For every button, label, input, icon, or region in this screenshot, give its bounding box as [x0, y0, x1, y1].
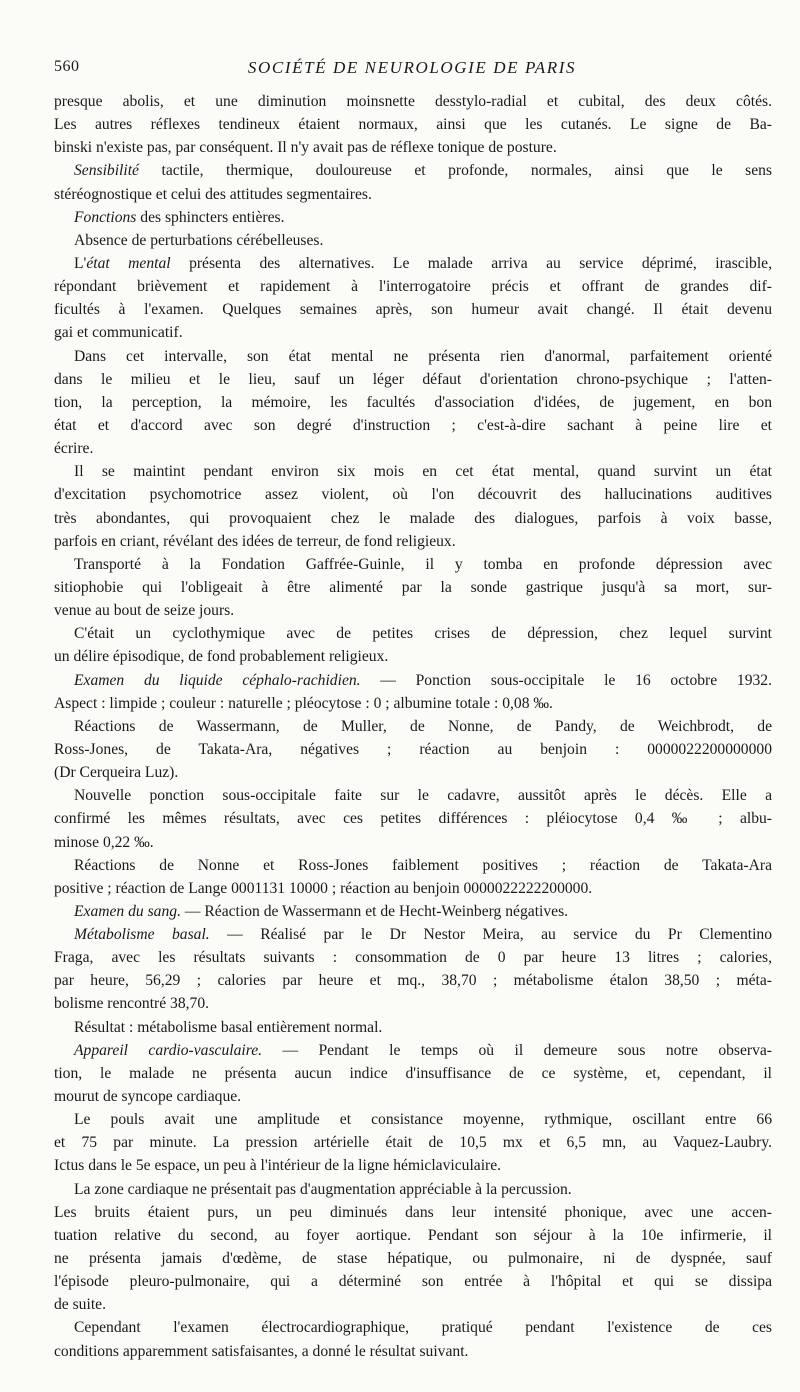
text-line: [54, 1178, 772, 1201]
text-run: répondant brièvement et rapidement à l'interrogatoire précis et offrant de grandes dif-: [54, 278, 772, 296]
text-line: [54, 183, 772, 206]
text-run: Transporté à la Fondation Gaffrée-Guinle, il y tomba en profonde dépression avec: [74, 555, 772, 573]
text-run: Ictus dans le 5e espace, un peu à l'intérieur de la ligne hémiclaviculaire.: [54, 1157, 502, 1175]
text-line: [54, 437, 772, 460]
text-line: [54, 1062, 772, 1085]
text-run: bolisme rencontré 38,70.: [54, 995, 210, 1013]
text-run: — Réalisé par le Dr Nestor Meira, au service du Pr Clementino: [209, 926, 772, 944]
text-line: [54, 622, 772, 645]
text-run: des sphincters entières.: [136, 208, 285, 226]
text-line: [54, 483, 772, 506]
text-line: [54, 530, 772, 553]
page-number: 560: [54, 58, 80, 75]
text-run: — Réaction de Wassermann et de Hecht-Weinberg négatives.: [180, 902, 569, 920]
text-line: [54, 576, 772, 599]
text-line: [54, 113, 772, 136]
text-run: très abondantes, qui provoquaient chez le malade des dialogues, parfois à voix basse,: [54, 509, 772, 527]
text-line: [54, 136, 772, 159]
italic-heading: Fonctions: [74, 208, 137, 226]
text-line: [54, 252, 772, 275]
text-run: Il se maintint pendant environ six mois en cet état mental, quand survint un état: [74, 463, 772, 481]
text-line: [54, 923, 772, 946]
text-run: tuation relative du second, au foyer aortique. Pendant son séjour à la 10e infirmerie, il: [54, 1226, 772, 1244]
text-line: [54, 414, 772, 437]
text-line: [54, 391, 772, 414]
text-run: Cependant l'examen électrocardiographique, pratiqué pendant l'existence de ces: [74, 1319, 772, 1337]
text-line: [54, 1085, 772, 1108]
text-line: [54, 1316, 772, 1339]
italic-heading: Examen du sang.: [74, 902, 181, 920]
text-line: [54, 1131, 772, 1154]
text-run: C'était un cyclothymique avec de petites crises de dépression, chez lequel survint: [74, 625, 772, 643]
italic-heading: Sensibilité: [74, 162, 139, 180]
text-line: [54, 761, 772, 784]
italic-heading: Examen du liquide céphalo-rachidien.: [74, 671, 361, 689]
text-run: parfois en criant, révélant des idées de terreur, de fond religieux.: [54, 532, 456, 550]
text-line: [54, 1247, 772, 1270]
text-run: Dans cet intervalle, son état mental ne présenta rien d'anormal, parfaitement orienté: [74, 347, 772, 365]
text-run: tion, la perception, la mémoire, les facultés d'association d'idées, de jugement, en bon: [54, 393, 772, 411]
text-line: [54, 1154, 772, 1177]
text-run: l'épisode pleuro-pulmonaire, qui a déterminé son entrée à l'hôpital et qui se dissipa: [54, 1273, 772, 1291]
text-run: minose 0,22 ‰.: [54, 833, 154, 851]
text-run: positive ; réaction de Lange 0001131 10000 ; réaction au benjoin 0000022222200000.: [54, 879, 593, 897]
text-run: dans le milieu et le lieu, sauf un léger défaut d'orientation chrono-psychique ; l'atten-: [54, 370, 772, 388]
text-line: [54, 1340, 772, 1363]
text-line: [54, 900, 772, 923]
text-line: [54, 877, 772, 900]
text-run: Nouvelle ponction sous-occipitale faite sur le cadavre, aussitôt après le décès. Elle a: [74, 787, 772, 805]
text-line: [54, 1016, 772, 1039]
text-line: [54, 645, 772, 668]
text-run: un délire épisodique, de fond probablement religieux.: [54, 648, 389, 666]
text-run: gai et communicatif.: [54, 324, 183, 342]
text-line: [54, 507, 772, 530]
text-line: [54, 298, 772, 321]
text-line: [54, 460, 772, 483]
text-run: La zone cardiaque ne présentait pas d'augmentation appréciable à la percussion.: [74, 1180, 572, 1198]
text-line: [54, 854, 772, 877]
text-line: [54, 692, 772, 715]
text-run: — Ponction sous-occipitale le 16 octobre 1932.: [360, 671, 772, 689]
text-run: d'excitation psychomotrice assez violent, où l'on découvrit des hallucinations auditives: [54, 486, 772, 504]
text-run: et 75 par minute. La pression artérielle était de 10,5 mx et 6,5 mn, au Vaquez-Laubry.: [54, 1134, 772, 1152]
text-run: Les autres réflexes tendineux étaient normaux, ainsi que les cutanés. Le signe de Ba-: [54, 116, 772, 134]
text-line: [54, 992, 772, 1015]
text-run: Réactions de Wassermann, de Muller, de Nonne, de Pandy, de Weichbrodt, de: [74, 717, 772, 735]
text-run: binski n'existe pas, par conséquent. Il n'y avait pas de réflexe tonique de posture.: [54, 139, 557, 157]
text-line: [54, 553, 772, 576]
text-run: L': [74, 254, 87, 272]
text-line: [54, 1270, 772, 1293]
text-run: par heure, 56,29 ; calories par heure et mq., 38,70 ; métabolisme étalon 38,50 ; méta-: [54, 972, 772, 990]
text-run: écrire.: [54, 440, 94, 458]
text-line: [54, 368, 772, 391]
text-line: [54, 1201, 772, 1224]
text-run: (Dr Cerqueira Luz).: [54, 764, 179, 782]
text-run: Aspect : limpide ; couleur : naturelle ; pléocytose : 0 ; albumine totale : 0,08 ‰.: [54, 694, 553, 712]
text-line: [54, 807, 772, 830]
text-line: [54, 784, 772, 807]
text-run: Fraga, avec les résultats suivants : consommation de 0 par heure 13 litres ; calories,: [54, 949, 772, 967]
running-head-title: SOCIÉTÉ DE NEUROLOGIE DE PARIS: [247, 58, 577, 77]
text-run: — Pendant le temps où il demeure sous notre observa-: [262, 1041, 773, 1059]
text-line: [54, 831, 772, 854]
text-line: [54, 159, 772, 182]
text-run: confirmé les mêmes résultats, avec ces petites différences : pléiocytose 0,4 ‰ ; albu-: [54, 810, 772, 828]
text-line: [54, 599, 772, 622]
text-line: [54, 1108, 772, 1131]
text-line: [54, 715, 772, 738]
text-run: presque abolis, et une diminution moinsnette desstylo-radial et cubital, des deux côtés.: [54, 93, 772, 110]
text-line: [54, 738, 772, 761]
running-header: [54, 58, 770, 82]
italic-heading: Appareil cardio-vasculaire.: [74, 1041, 263, 1059]
text-run: venue au bout de seize jours.: [54, 602, 235, 620]
text-run: Les bruits étaient purs, un peu diminués dans leur intensité phonique, avec une accen-: [54, 1203, 772, 1221]
text-run: de suite.: [54, 1296, 106, 1314]
text-line: [54, 321, 772, 344]
text-run: stéréognostique et celui des attitudes segmentaires.: [54, 185, 372, 203]
text-run: tactile, thermique, douloureuse et profonde, normales, ainsi que le sens: [138, 162, 772, 180]
text-line: [54, 969, 772, 992]
text-line: [54, 669, 772, 692]
text-line: [54, 1039, 772, 1062]
italic-heading: Métabolisme basal.: [74, 926, 210, 944]
text-line: [54, 206, 772, 229]
text-run: conditions apparemment satisfaisantes, a donné le résultat suivant.: [54, 1342, 469, 1360]
text-run: Ross-Jones, de Takata-Ara, négatives ; réaction au benjoin : 0000022200000000: [54, 740, 772, 758]
text-run: présenta des alternatives. Le malade arriva au service déprimé, irascible,: [170, 254, 772, 272]
text-run: sitiophobie qui l'obligeait à être alimenté par la sonde gastrique jusqu'à sa mort, sur-: [54, 578, 772, 596]
text-line: [54, 1293, 772, 1316]
text-line: [54, 275, 772, 298]
text-run: Le pouls avait une amplitude et consistance moyenne, rythmique, oscillant entre 66: [74, 1111, 772, 1129]
text-run: Résultat : métabolisme basal entièrement normal.: [74, 1018, 383, 1036]
body-text: [54, 90, 772, 1363]
text-line: [54, 345, 772, 368]
text-run: ne présenta jamais d'œdème, de stase hépatique, ou pulmonaire, ni de dyspnée, sauf: [54, 1250, 772, 1268]
text-run: ficultés à l'examen. Quelques semaines après, son humeur avait changé. Il était devenu: [54, 301, 772, 319]
text-line: [54, 946, 772, 969]
text-line: [54, 229, 772, 252]
text-run: mourut de syncope cardiaque.: [54, 1088, 242, 1106]
text-line: [54, 1224, 772, 1247]
text-line: [54, 90, 772, 113]
text-run: état et d'accord avec son degré d'instruction ; c'est-à-dire sachant à peine lire et: [54, 416, 772, 434]
text-run: Réactions de Nonne et Ross-Jones faiblement positives ; réaction de Takata-Ara: [74, 856, 772, 874]
text-run: tion, le malade ne présenta aucun indice d'insuffisance de ce système, et, cependant, il: [54, 1064, 772, 1082]
italic-heading: état mental: [86, 254, 171, 272]
text-run: Absence de perturbations cérébelleuses.: [74, 231, 324, 249]
